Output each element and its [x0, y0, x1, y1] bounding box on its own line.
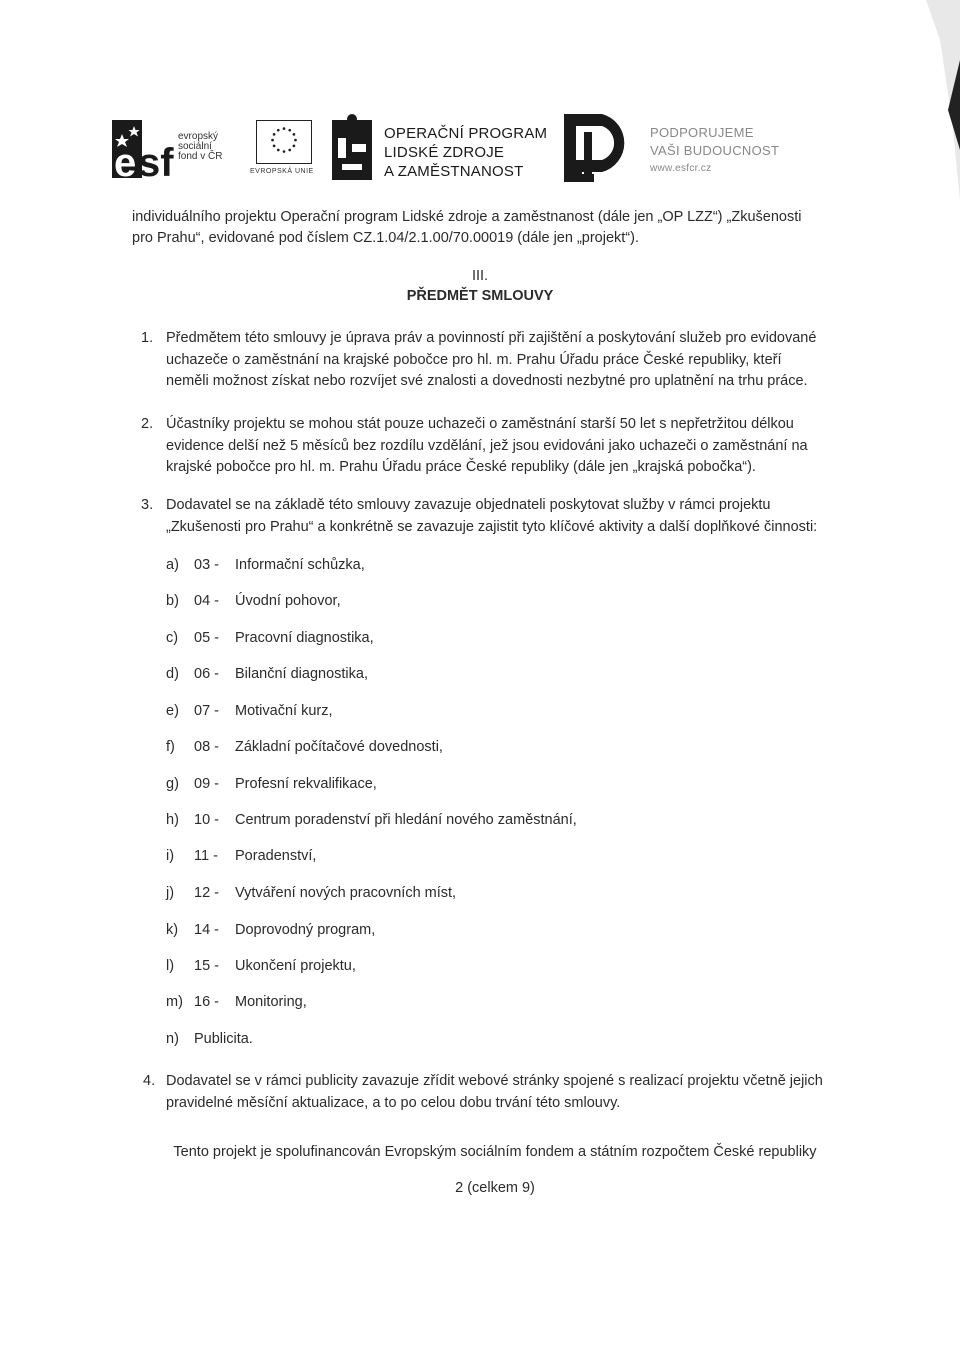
op-lzz-logo — [332, 114, 552, 184]
document-page: e sf evropský sociální fond v ČR EVROPSKÁ UNIE OPERAČNÍ PROGRAM LIDSKÉ ZDROJE A ZAMĚSTNANOST PODPORUJEME VAŠI BUDOUCNOST www.esfcr.cz individuálního projektu Operační program Lidské zdroje a zaměstnanost (dále jen „OP LZZ“) „Zkušenosti pro Prahu“, evidované pod číslem CZ.1.04/2.1.00/70.00019 (dále jen „projekt“). III. PŘEDMĚT SMLOUVY 1. Předmětem této smlouvy je úprava práv a povinností při zajištění a poskytování služeb pro evidované uchazeče o zaměstnání na krajské pobočce pro hl. m. Prahu Úřadu práce České republiky, kteří neměli možnost získat nebo rozvíjet své znalosti a dovednosti nezbytné pro uplatnění na trhu práce. 2. Účastníky projektu se mohou stát pouze uchazeči o zaměstnání starší 50 let s nepřetržitou délkou evidence delší než 5 měsíců bez rozdílu vzdělání, jež jsou evidováni jako uchazeči o zaměstnání na krajské pobočce pro hl. m. Prahu Úřadu práce České republiky (dále jen „krajská pobočka“). 3. Dodavatel se na základě této smlouvy zavazuje objednateli poskytovat služby v rámci projektu „Zkušenosti pro Prahu“ a konkrétně se zavazuje zajistit tyto klíčové aktivity a další doplňkové činnosti: a) 03 - Informační schůzka, b) 04 - Úvodní pohovor, c) 05 - Pracovní diagnostika, d) 06 - Bilanční diagnostika, e) 07 - Motivační kurz, f) 08 - Základní počítačové dovednosti, g) 09 - Profesní rekvalifikace, h) 10 - Centrum poradenství při hledání nového zaměstnání, i) 11 - Poradenství, j) 12 - Vytváření nových pracovních míst, k) 14 - Doprovodný program, l) 15 - Ukončení projektu, m) 16 - Monitoring, n) Publicita. 4. Dodavatel se v rámci publicity zavazuje zřídit webové stránky spojené s realizací projektu včetně jejich pravidelné měsíční aktualizace, a to po celou dobu trvání této smlouvy. Tento projekt je spolufinancován Evropským sociálním fondem a státním rozpočtem České republiky 2 (celkem 9) — [0, 0, 960, 1358]
paragraph-number: 2. — [141, 416, 154, 432]
paragraph-number: 4. — [143, 1073, 156, 1089]
page-number: 2 (celkem 9) — [455, 1180, 535, 1196]
podporujeme-logo-text: PODPORUJEME VAŠI BUDOUCNOST www.esfcr.cz — [650, 125, 780, 174]
scan-edge-shadow — [840, 0, 960, 200]
esf-logo-text: evropský sociální fond v ČR — [178, 131, 223, 162]
svg-text:e: e — [114, 141, 137, 180]
paragraph-number: 1. — [141, 330, 154, 346]
svg-text:sf: sf — [138, 141, 174, 180]
funding-note: Tento projekt je spolufinancován Evropským sociálním fondem a státním rozpočtem České republiky — [173, 1144, 817, 1160]
op-lzz-logo-icon — [332, 114, 372, 180]
eu-caption: EVROPSKÁ UNIE — [250, 168, 314, 175]
op-lzz-logo-text: OPERAČNÍ PROGRAM LIDSKÉ ZDROJE A ZAMĚSTNANOST — [384, 125, 548, 180]
podporujeme-logo-icon — [562, 112, 638, 182]
section-number: III. — [471, 268, 489, 284]
esf-logo — [112, 118, 312, 182]
eu-flag-icon — [256, 120, 312, 164]
intro-text: individuálního projektu Operační program Lidské zdroje a zaměstnanost (dále jen „OP LZZ“) „Zkušenosti pro Prahu“, evidované pod číslem CZ.1.04/2.1.00/70.00019 (dále jen „projekt“). — [132, 209, 802, 246]
paragraph-number: 3. — [141, 497, 154, 513]
section-title: PŘEDMĚT SMLOUVY — [406, 288, 554, 304]
podporujeme-logo — [562, 112, 802, 184]
esf-logo-icon — [112, 118, 174, 180]
